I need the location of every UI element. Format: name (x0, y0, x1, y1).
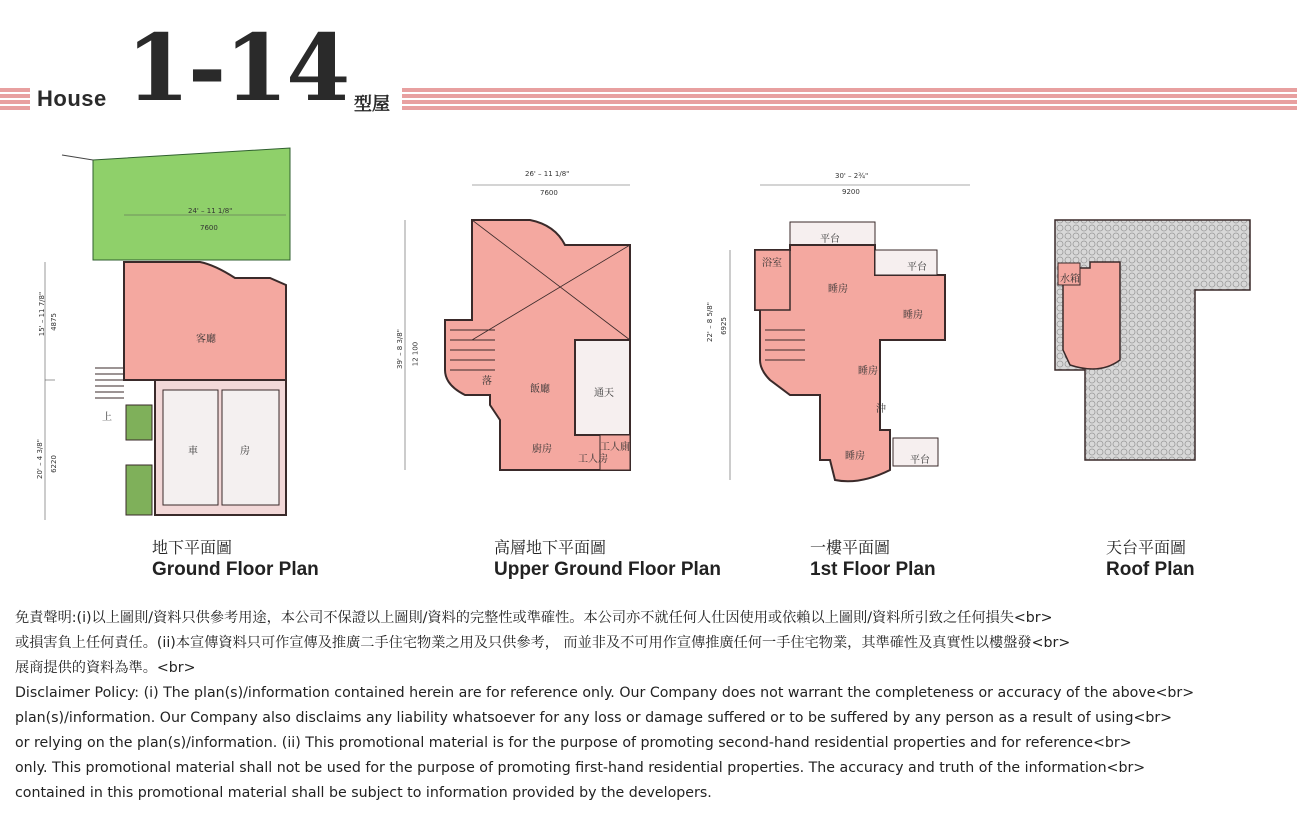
caption-ground-floor-cn: 地下平面圖 (152, 538, 233, 557)
dim-upper-width: 26' – 11 1/8" (525, 170, 570, 178)
room-label-living: 客廳 (196, 334, 216, 345)
ground-floor-plan (45, 148, 290, 520)
first-floor-plan (730, 185, 970, 481)
dim-ground-depth-2-mm: 6220 (49, 455, 58, 473)
disclaimer-cn-line: 免責聲明:(i)以上圖則/資料只供參考用途，本公司不保證以上圖則/資料的完整性或準確性。本公司亦不就任何人仕因使用或依賴以上圖則/資料所引致之任何損失<br> (15, 610, 1053, 626)
caption-first-floor (810, 535, 936, 581)
caption-upper-ground-floor (494, 535, 721, 581)
room-label-kitchen: 廚房 (532, 444, 552, 455)
disclaimer-cn-line: 展商提供的資料為準。<br> (15, 660, 196, 676)
room-label-down: 落 (482, 376, 492, 387)
room-label-maid-room: 工人房 (578, 454, 608, 465)
dim-first-depth: 22' – 8 5/8" (705, 302, 714, 342)
room-label-bedroom-3: 睡房 (858, 366, 878, 377)
dim-ground-width: 24' – 11 1/8" (188, 207, 233, 215)
caption-roof-cn: 天台平面圖 (1106, 538, 1187, 557)
house-type-number: 1-14 (126, 14, 349, 122)
disclaimer-cn-line: 或損害負上任何責任。(ii)本宣傳資料只可作宣傳及推廣二手住宅物業之用及只供參考， 而並非及不可用作宣傳推廣任何一手住宅物業，其準確性及真實性以樓盤發<br> (15, 635, 1071, 651)
house-type-suffix: 型屋 (354, 94, 390, 115)
room-label-bedroom-2: 睡房 (903, 310, 923, 321)
caption-ground-floor-en: Ground Floor Plan (152, 559, 319, 580)
room-label-terrace-3: 平台 (910, 455, 930, 466)
room-label-up: 上 (102, 412, 112, 423)
room-label-garage-b: 房 (240, 446, 250, 457)
room-label-open-sky: 通天 (594, 388, 614, 399)
caption-roof (1106, 535, 1195, 581)
room-label-bedroom-1: 睡房 (828, 284, 848, 295)
dim-first-width-mm: 9200 (842, 188, 860, 196)
dim-upper-depth-mm: 12 100 (411, 341, 420, 367)
caption-first-floor-cn: 一樓平面圖 (810, 538, 891, 557)
room-label-water-tank: 水箱 (1060, 274, 1080, 285)
room-label-bathroom: 浴室 (762, 258, 782, 269)
caption-first-floor-en: 1st Floor Plan (810, 559, 936, 580)
roof-plan (1055, 220, 1250, 460)
dim-ground-depth-1: 15' – 11 7/8" (38, 291, 47, 337)
disclaimer-text (15, 606, 1297, 806)
room-label-terrace-1: 平台 (820, 234, 840, 245)
house-label: House (37, 86, 107, 111)
dim-ground-width-mm: 7600 (200, 224, 218, 232)
room-label-shower: 沖 (876, 404, 886, 415)
caption-ground-floor (152, 535, 319, 581)
dim-first-width: 30' – 2¾" (835, 172, 869, 180)
caption-upper-ground-floor-cn: 高層地下平面圖 (494, 538, 607, 557)
disclaimer-en-line: plan(s)/information. Our Company also disclaims any liability whatsoever for any loss or damage suffered or to be suffered by any person as a result of using<br> (15, 710, 1173, 726)
dim-ground-depth-1-mm: 4875 (49, 313, 58, 331)
dim-ground-depth-2: 20' – 4 3/8" (35, 439, 44, 479)
dim-upper-width-mm: 7600 (540, 189, 558, 197)
disclaimer-en-line: or relying on the plan(s)/information. (ii) This promotional material is for the purpose of promoting second-hand residential properties and for reference<br> (15, 735, 1132, 751)
disclaimer-en-line: only. This promotional material shall not be used for the purpose of promoting first-hand residential properties. The accuracy and truth of the information<br> (15, 760, 1146, 776)
upper-ground-floor-plan (405, 185, 630, 470)
caption-roof-en: Roof Plan (1106, 559, 1195, 580)
disclaimer-en-line: Disclaimer Policy: (i) The plan(s)/information contained herein are for reference only. Our Company does not warrant the completeness or accuracy of the above<br> (15, 685, 1195, 701)
disclaimer-en-line: contained in this promotional material shall be subject to information provided by the developers. (15, 785, 712, 801)
dim-upper-depth: 39' – 8 3/8" (395, 329, 404, 369)
caption-upper-ground-floor-en: Upper Ground Floor Plan (494, 559, 721, 580)
room-label-bedroom-4: 睡房 (845, 451, 865, 462)
room-label-dining: 飯廳 (530, 384, 550, 395)
dim-first-depth-mm: 6925 (719, 317, 728, 335)
room-label-garage-a: 車 (188, 446, 198, 457)
room-label-terrace-2: 平台 (907, 262, 927, 273)
room-label-maid-wc: 工人廁 (600, 442, 630, 453)
